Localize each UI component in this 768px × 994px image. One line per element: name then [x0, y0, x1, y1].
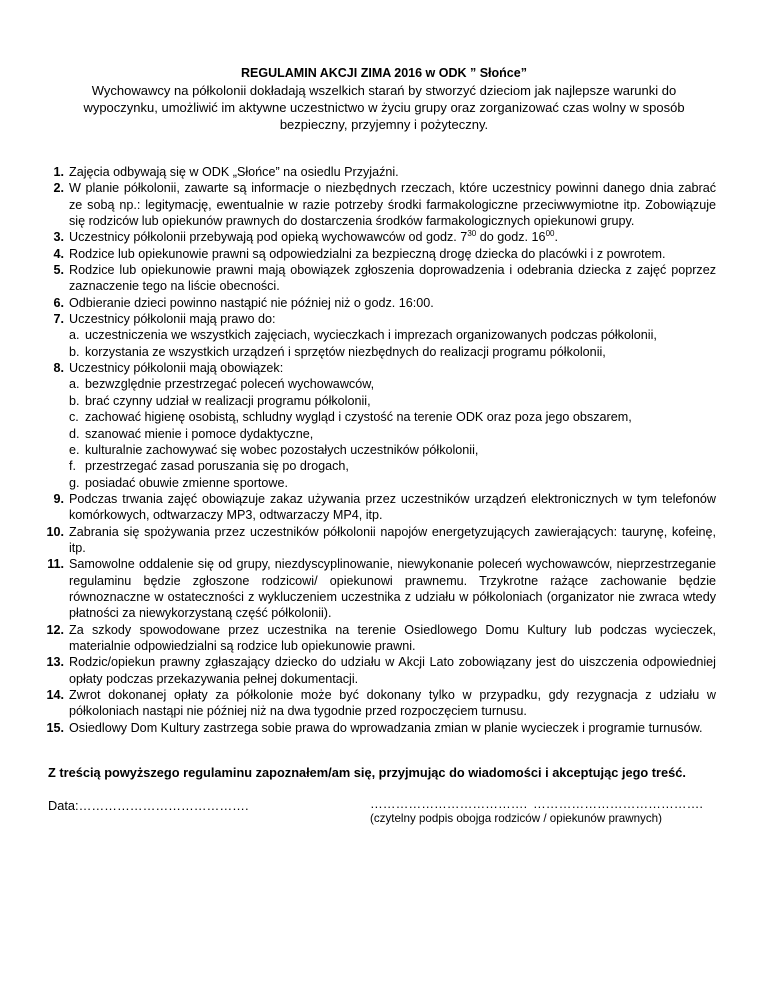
sub-letter: f. [69, 459, 76, 474]
sub-item [69, 426, 716, 442]
rule-text: Uczestnicy półkolonii mają prawo do: [69, 312, 276, 327]
rule-text: Rodzic/opiekun prawny zgłaszający dziecko do udziału w Akcji Lato zobowiązany jest do uiszczenia odpowiedniej opłaty podczas przekazywania pełnej dokumentacji. [69, 655, 716, 686]
sub-item [69, 442, 716, 458]
rule-text [69, 229, 716, 245]
sub-item [69, 458, 716, 474]
sub-text: brać czynny udział w realizacji programu półkolonii, [85, 393, 371, 408]
rule-number: 9. [53, 491, 64, 506]
rule-time-text: Uczestnicy półkolonii przebywają pod opieką wychowawców od godz. 7 [69, 230, 468, 245]
rule-item [40, 311, 716, 360]
signature-caption: (czytelny podpis obojga rodziców / opiekunów prawnych) [370, 812, 662, 825]
intro-paragraph: Wychowawcy na półkolonii dokładają wszelkich starań by stworzyć dzieciom jak najlepsze warunki do wypoczynku, umożliwić im aktywne uczestnictwo w życiu grupy oraz zorganizować czas wolny w sposób bezpieczny, przyjemny i pożyteczny. [83, 83, 685, 132]
rule-item [40, 262, 716, 295]
sub-letter: g. [69, 475, 80, 490]
sub-text: przestrzegać zasad poruszania się po drogach, [85, 459, 349, 474]
sub-text: zachować higienę osobistą, schludny wygląd i czystość na terenie ODK oraz poza jego obszarem, [85, 410, 632, 425]
rule-item [40, 246, 716, 262]
rule-number: 10. [46, 524, 64, 539]
rule-item [40, 295, 716, 311]
rule-time-text: do godz. 16 [476, 230, 546, 245]
sub-letter: d. [69, 426, 80, 441]
sub-letter: b. [69, 393, 80, 408]
rule-number: 6. [53, 295, 64, 310]
rule-text: Zwrot dokonanej opłaty za półkolonie może być dokonany tylko w przypadku, gdy rezygnacja z udziału w półkoloniach nastąpi nie później niż na dwa tygodnie przed rozpoczęciem turnusu. [69, 688, 716, 719]
sub-text: bezwzględnie przestrzegać poleceń wychowawców, [85, 377, 375, 392]
sub-text: uczestniczenia we wszystkich zajęciach, wycieczkach i imprezach organizowanych podczas półkolonii, [85, 328, 657, 343]
rule-time-text: . [554, 230, 558, 245]
rule-text: Za szkody spowodowane przez uczestnika na terenie Osiedlowego Domu Kultury lub podczas wycieczek, materialnie odpowiedzialni są rodzice lub opiekunowie prawni. [69, 622, 716, 653]
rule-text: Podczas trwania zajęć obowiązuje zakaz używania przez uczestników urządzeń elektronicznych w tym telefonów komórkowych, odtwarzaczy MP3, odtwarzaczy MP4, itp. [69, 491, 716, 523]
document-title: REGULAMIN AKCJI ZIMA 2016 w ODK ” Słońce” [241, 66, 527, 80]
rule-item [40, 229, 716, 245]
rules-list [40, 164, 716, 736]
sub-letter: c. [69, 410, 79, 425]
rule-text: Osiedlowy Dom Kultury zastrzega sobie prawa do wprowadzania zmian w planie wycieczek i programie turnusów. [69, 720, 703, 735]
rule-number: 3. [53, 230, 64, 245]
rule-item [40, 687, 716, 720]
rule-number: 8. [53, 361, 64, 376]
rule-item [40, 622, 716, 655]
sub-letter: a. [69, 377, 80, 392]
sub-item [69, 475, 716, 491]
rule-item [40, 720, 716, 736]
rule-text: Zajęcia odbywają się w ODK „Słońce” na osiedlu Przyjaźni. [69, 165, 399, 179]
sub-item [69, 376, 716, 392]
rule-item [40, 491, 716, 524]
rule-text: W planie półkolonii, zawarte są informacje o niezbędnych rzeczach, które uczestnicy powinni danego dnia zabrać ze sobą np.: legitymację, ewentualnie w razie potrzeby środki farmakologiczne przeciwwymiotne itp. Zobowiązuje się rodziców lub opiekunów prawnych do dostarczenia środków farmakologicznych opiekunowi grupy. [69, 181, 716, 229]
sub-letter: e. [69, 442, 80, 457]
rule-item [40, 524, 716, 557]
sub-item [69, 409, 716, 425]
rule-text: Zabrania się spożywania przez uczestników półkolonii napojów energetyzujących zawierających: taurynę, kofeinę, itp. [69, 524, 716, 555]
rule-number: 2. [53, 181, 64, 196]
sub-text: korzystania ze wszystkich urządzeń i sprzętów niezbędnych do realizacji programu półkolonii, [85, 344, 606, 359]
acknowledgement-statement: Z treścią powyższego regulaminu zapoznałem/am się, przyjmując do wiadomości i akceptując jego treść. [48, 765, 686, 780]
sub-letter: a. [69, 328, 80, 343]
rule-number: 5. [53, 263, 64, 278]
rule-number: 14. [46, 688, 64, 702]
signature-line-2: …………………………………. [533, 796, 703, 811]
rule-number: 1. [53, 165, 64, 179]
rule-number: 15. [46, 720, 64, 735]
rule-number: 7. [53, 312, 64, 327]
rule-text: Samowolne oddalenie się od grupy, niezdyscyplinowanie, niewykonanie poleceń wychowawców, nieprzestrzeganie regulaminu będzie zgłoszone rodzicowi/ opiekunowi prawnemu. Trzykrotne rażące zachowanie będzie równoznaczne w ostateczności z wykluczeniem uczestnika z udziału w półkoloniach (organizator nie zwraca wtedy płatności za niewykorzystaną część półkolonii). [69, 557, 716, 621]
rule-item [40, 164, 716, 180]
sub-item [69, 344, 716, 360]
rule-item [40, 180, 716, 229]
rule-item [40, 360, 716, 491]
date-field: Data:…………………………………. [48, 798, 249, 813]
rule-item [40, 556, 716, 621]
sub-text: kulturalnie zachowywać się wobec pozostałych uczestników półkolonii, [85, 442, 479, 457]
rule-item [40, 654, 716, 687]
sub-text: szanować mienie i pomoce dydaktyczne, [85, 426, 314, 441]
start-minutes: 30 [467, 229, 477, 239]
rule-number: 4. [53, 246, 64, 261]
sub-item [69, 327, 716, 343]
rule-text: Odbieranie dzieci powinno nastąpić nie później niż o godz. 16:00. [69, 295, 434, 310]
rule-text: Rodzice lub opiekunowie prawni mają obowiązek zgłoszenia doprowadzenia i odebrania dziecka z zajęć poprzez zaznaczenie tego na liście obecności. [69, 263, 716, 294]
sub-text: posiadać obuwie zmienne sportowe. [85, 475, 289, 490]
rule-number: 13. [46, 655, 64, 670]
rule-number: 12. [46, 622, 64, 637]
sub-item [69, 393, 716, 409]
signature-line-1: ………………………………. [370, 796, 528, 811]
end-minutes: 00 [545, 229, 555, 239]
rule-number: 11. [47, 557, 64, 572]
sub-letter: b. [69, 344, 80, 359]
rule-text: Rodzice lub opiekunowie prawni są odpowiedzialni za bezpieczną drogę dziecka do placówki i z powrotem. [69, 246, 666, 261]
rule-text: Uczestnicy półkolonii mają obowiązek: [69, 361, 284, 376]
